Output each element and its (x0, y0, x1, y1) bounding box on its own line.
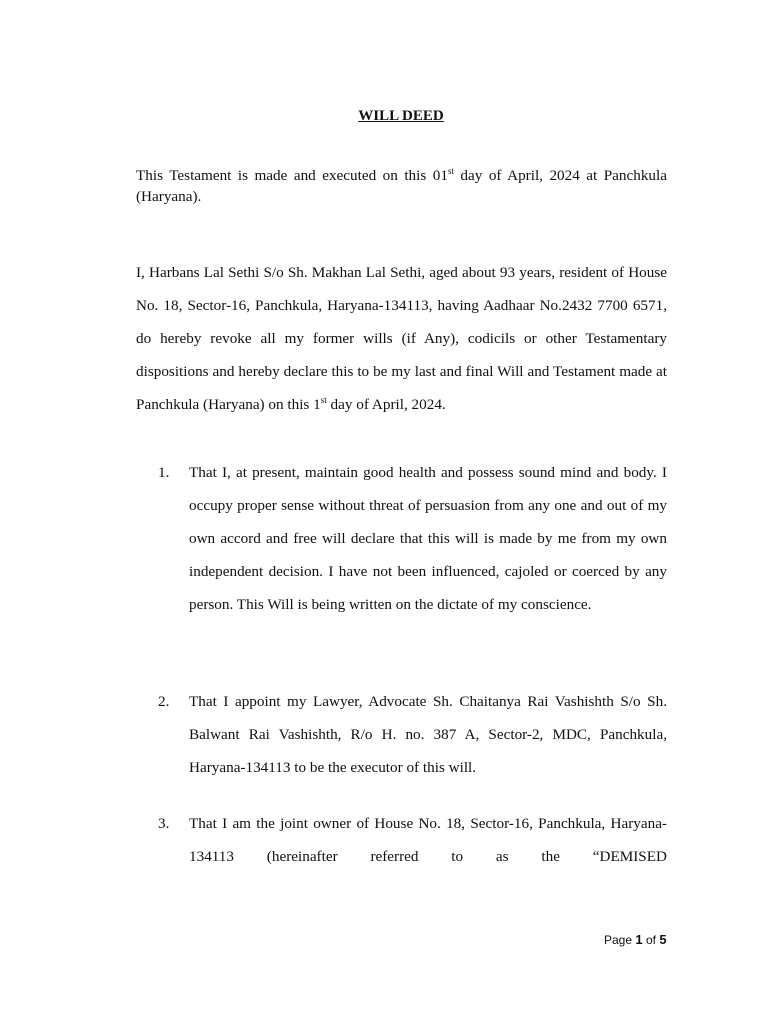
clause-text: That I appoint my Lawyer, Advocate Sh. Chaitanya Rai Vashishth S/o Sh. Balwant Rai Vashishth, R/o H. no. 387 A, Sector-2, MDC, Panchkula, Haryana-134113 to be the executor of this will. (189, 693, 667, 776)
declaration-paragraph (136, 256, 667, 421)
clause-3 (136, 807, 667, 873)
clause-2 (136, 685, 667, 784)
declaration-text-start: I, Harbans Lal Sethi S/o Sh. Makhan Lal Sethi, aged about 93 years, resident of House No. 18, Sector-16, Panchkula, Haryana-134113, having Aadhaar No.2432 7700 6571, do hereby revoke all my former wills (if Any), codicils or other Testamentary dispositions and hereby declare this to be my last and final Will and Testament made at Panchkula (Haryana) on this 1 (136, 264, 667, 413)
declaration-ordinal-suffix: st (320, 395, 327, 405)
page-label: Page (604, 933, 633, 947)
declaration-text-end: day of April, 2024. (326, 396, 446, 413)
clause-number: 3. (158, 815, 170, 832)
document-title: WILL DEED (358, 108, 444, 124)
page-number-footer (604, 932, 667, 947)
clause-number: 2. (158, 693, 170, 710)
clause-number: 1. (158, 464, 170, 481)
of-label: of (645, 933, 656, 947)
clause-1 (136, 456, 667, 621)
intro-paragraph (136, 165, 667, 207)
clause-text: That I, at present, maintain good health and possess sound mind and body. I occupy proper sense without threat of persuasion from any one and out of my own accord and free will declare that this will is made by me from my own independent decision. I have not been influenced, cajoled or coerced by any person. This Will is being written on the dictate of my conscience. (189, 464, 667, 613)
intro-ordinal-suffix: st (447, 166, 454, 176)
total-pages: 5 (659, 932, 667, 947)
intro-text-end: day of April, 2024 at Panchkula (Haryana). (136, 167, 667, 205)
current-page: 1 (635, 932, 643, 947)
clause-text: That I am the joint owner of House No. 18, Sector-16, Panchkula, Haryana-134113 (hereinafter referred to as the “DEMISED (189, 815, 667, 865)
intro-text-start: This Testament is made and executed on this 01 (136, 167, 448, 184)
